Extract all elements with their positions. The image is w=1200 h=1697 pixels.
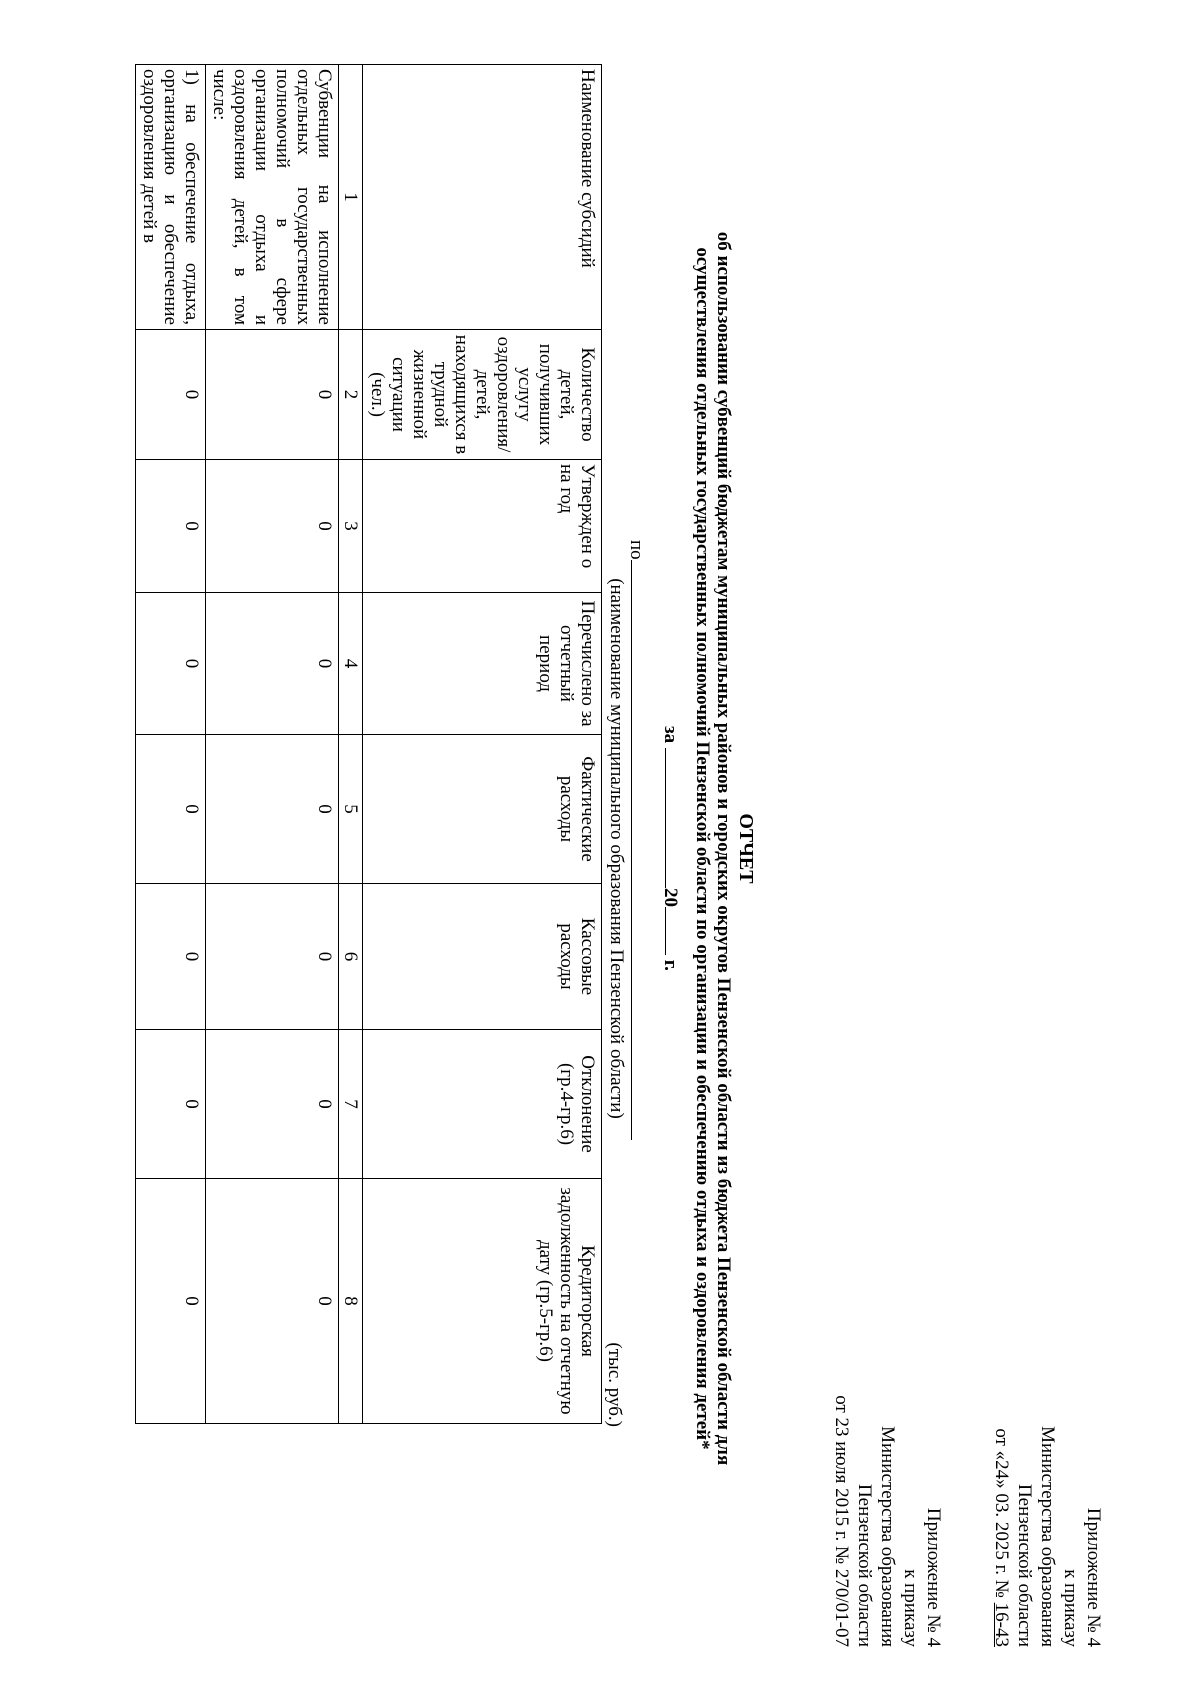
prev-appendix-ministry: Министерства образования xyxy=(877,1426,898,1647)
row-name: Субвенции на исполнение отдельных государственных полномочий в сфере организации отдыха и оздоровления детей, в том числе: xyxy=(206,65,339,330)
table-cell: 0 xyxy=(136,593,206,735)
table-cell: 0 xyxy=(136,884,206,1030)
appendix-order-number: 16-43 xyxy=(991,1602,1012,1647)
table-cell: 0 xyxy=(206,1030,339,1179)
column-header: Утвержден о на год xyxy=(363,460,602,593)
municipality-prefix: по xyxy=(626,540,647,560)
year-blank xyxy=(665,907,682,955)
appendix-header-current xyxy=(990,1287,1105,1647)
period-prefix: за xyxy=(660,726,681,744)
prev-appendix-order-ref: к приказу xyxy=(900,1569,921,1647)
row-name: 1) на обеспечение отдыха, организацию и обеспечение оздоровления детей в xyxy=(136,65,206,330)
column-number-row xyxy=(339,65,363,1424)
column-header: Кассовые расходы xyxy=(363,884,602,1030)
appendix-date-line xyxy=(990,1287,1013,1647)
column-header: Отклонение (гр.4-гр.6) xyxy=(363,1030,602,1179)
table-header-row xyxy=(363,65,602,1424)
period-blank xyxy=(665,748,682,888)
column-header: Фактические расходы xyxy=(363,735,602,884)
table-cell: 0 xyxy=(206,460,339,593)
column-header: Кредиторская задолженность на отчетную дату (гр.5-гр.6) xyxy=(363,1179,602,1424)
column-number: 5 xyxy=(339,735,363,884)
column-number: 4 xyxy=(339,593,363,735)
table-cell: 0 xyxy=(136,735,206,884)
report-table xyxy=(135,64,602,1424)
appendix-header-previous xyxy=(830,1287,945,1647)
table-cell: 0 xyxy=(136,460,206,593)
table-cell: 0 xyxy=(206,884,339,1030)
column-number: 8 xyxy=(339,1179,363,1424)
table-cell: 0 xyxy=(136,1030,206,1179)
units-label: (тыс. руб.) xyxy=(604,1342,625,1427)
column-number: 1 xyxy=(339,65,363,330)
column-number: 2 xyxy=(339,330,363,460)
report-subtitle-line1: об использовании субвенций бюджетам муниципальных районов и городских округов Пензенской области из бюджета Пензенской области для xyxy=(713,231,734,1466)
column-number: 6 xyxy=(339,884,363,1030)
column-header: Перечислено за отчетный период xyxy=(363,593,602,735)
prev-appendix-region: Пензенской области xyxy=(854,1483,875,1647)
table-cell: 0 xyxy=(136,330,206,460)
appendix-date: от «24» 03. 2025 г. № xyxy=(991,1428,1012,1598)
column-number: 7 xyxy=(339,1030,363,1179)
municipality-caption: (наименование муниципального образования Пензенской области) xyxy=(606,578,627,1119)
prev-appendix-date-line: от 23 июля 2015 г. № 270/01-07 xyxy=(831,1395,852,1647)
appendix-order-ref: к приказу xyxy=(1060,1569,1081,1647)
report-period xyxy=(659,0,682,1697)
table-cell: 0 xyxy=(136,1179,206,1424)
table-row xyxy=(136,65,206,1424)
report-title: ОТЧЕТ xyxy=(735,813,757,884)
appendix-number: Приложение № 4 xyxy=(1083,1507,1104,1647)
table-cell: 0 xyxy=(206,1179,339,1424)
appendix-ministry: Министерства образования xyxy=(1037,1426,1058,1647)
table-row xyxy=(206,65,339,1424)
report-subtitle-line2: осуществления отдельных государственных полномочий Пензенской области по организации и обеспечению отдыха и оздоровления детей* xyxy=(692,247,713,1450)
appendix-region: Пензенской области xyxy=(1014,1483,1035,1647)
period-suffix: г. xyxy=(660,959,681,971)
municipality-line xyxy=(625,540,648,1290)
table-cell: 0 xyxy=(206,593,339,735)
municipality-blank xyxy=(631,560,648,1140)
table-cell: 0 xyxy=(206,735,339,884)
column-number: 3 xyxy=(339,460,363,593)
column-header: Количество детей, получивших услугу оздоровления/ детей, находящихся в трудной жизненной ситуации (чел.) xyxy=(363,330,602,460)
table-cell: 0 xyxy=(206,330,339,460)
period-year-prefix: 20 xyxy=(660,887,681,907)
prev-appendix-number: Приложение № 4 xyxy=(923,1507,944,1647)
column-header: Наименование субсидий xyxy=(363,65,602,330)
